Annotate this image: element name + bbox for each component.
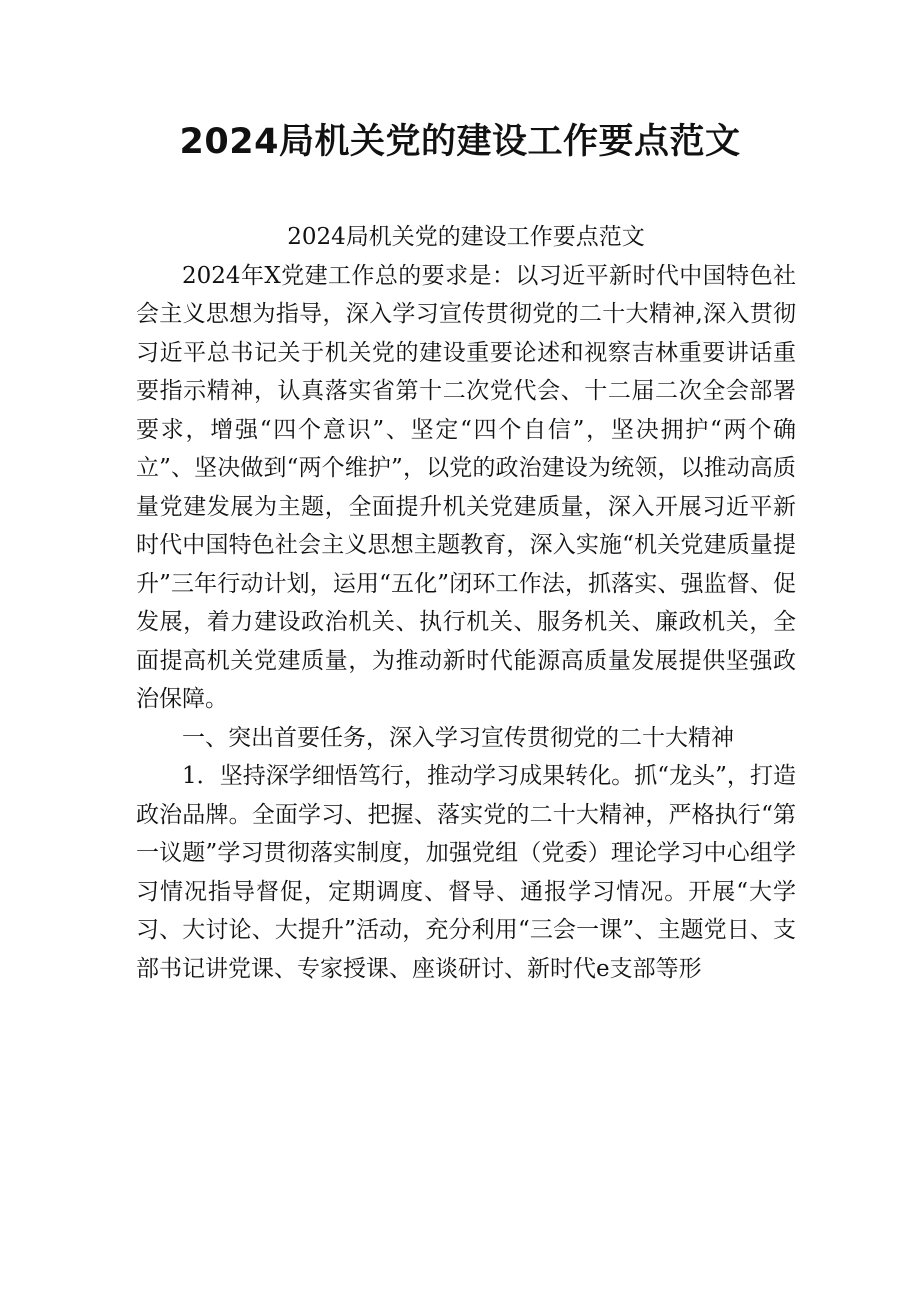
document-title: 2024局机关党的建设工作要点范文	[179, 122, 741, 162]
item-paragraph-1: 1．坚持深学细悟笃行，推动学习成果转化。抓“龙头”，打造政治品牌。全面学习、把握、落实党的二十大精神，严格执行“第一议题”学习贯彻落实制度，加强党组（党委）理论学习中心组学习情况指导督促，定期调度、督导、通报学习情况。开展“大学习、大讨论、大提升”活动，充分利用“三会一课”、主题党日、支部书记讲党课、专家授课、座谈研讨、新时代e支部等形	[136, 763, 796, 982]
intro-paragraph: 2024年X党建工作总的要求是：以习近平新时代中国特色社会主义思想为指导，深入学习宣传贯彻党的二十大精神,深入贯彻习近平总书记关于机关党的建设重要论述和视察吉林重要讲话重要指示精神，认真落实省第十二次党代会、十二届二次全会部署要求，增强“四个意识”、坚定“四个自信”，坚决拥护“两个确立”、坚决做到“两个维护”，以党的政治建设为统领，以推动高质量党建发展为主题，全面提升机关党建质量，深入开展习近平新时代中国特色社会主义思想主题教育，深入实施“机关党建质量提升”三年行动计划，运用“五化”闭环工作法，抓落实、强监督、促发展，着力建设政治机关、执行机关、服务机关、廉政机关，全面提高机关党建质量，为推动新时代能源高质量发展提供坚强政治保障。	[136, 262, 796, 712]
document-body	[136, 218, 796, 988]
section-heading-1: 一、突出首要任务，深入学习宣传贯彻党的二十大精神	[182, 724, 734, 751]
document-subtitle: 2024局机关党的建设工作要点范文	[287, 224, 645, 250]
